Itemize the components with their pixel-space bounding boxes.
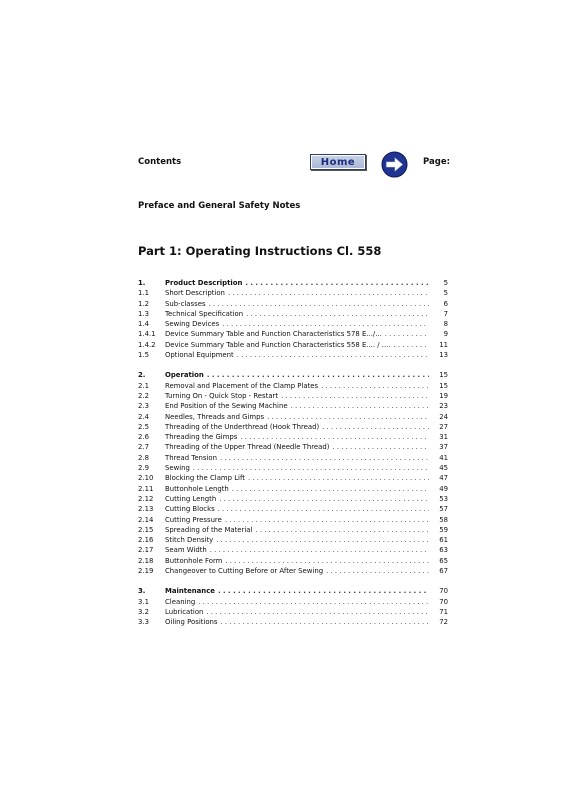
- toc-leader-dots: [245, 278, 429, 288]
- toc-entry-number: 2.2: [138, 391, 149, 400]
- toc-entry-number: 1.4: [138, 320, 149, 329]
- toc-leader-dots: [291, 401, 429, 411]
- toc-entry-number: 2.9: [138, 464, 149, 473]
- toc-entry[interactable]: [138, 535, 448, 545]
- home-button[interactable]: Home: [310, 154, 366, 170]
- toc-entry-number: 3.2: [138, 607, 149, 616]
- toc-leader-dots: [248, 473, 429, 483]
- toc-entry-number: 1.3: [138, 309, 149, 318]
- toc-entry-page: 72: [439, 618, 448, 627]
- toc-entry-number: 1.: [138, 279, 146, 287]
- toc-entry[interactable]: [138, 288, 448, 298]
- toc-entry-page: 15: [439, 371, 448, 380]
- toc-entry-title: Lubrication: [165, 607, 204, 616]
- toc-leader-dots: [193, 463, 429, 473]
- toc-entry-title: Turning On - Quick Stop - Restart: [165, 391, 279, 400]
- toc-leader-dots: [198, 597, 429, 607]
- toc-entry-number: 2.1: [138, 381, 149, 390]
- toc-entry-page: 5: [443, 279, 448, 287]
- toc-entry-title: Device Summary Table and Function Characteristics 558 E.... / ....: [165, 340, 391, 349]
- toc-leader-dots: [218, 504, 429, 514]
- toc-entry-page: 23: [439, 402, 448, 411]
- toc-leader-dots: [221, 617, 429, 627]
- toc-leader-dots: [206, 607, 429, 617]
- toc-section: [138, 370, 448, 576]
- toc-entry[interactable]: [138, 370, 448, 380]
- arrow-right-circle-icon[interactable]: [381, 151, 408, 178]
- toc-entry-page: 27: [439, 422, 448, 431]
- toc-entry-page: 49: [439, 484, 448, 493]
- toc-entry-number: 2.15: [138, 525, 154, 534]
- toc-entry-page: 41: [439, 453, 448, 462]
- toc-leader-dots: [220, 453, 429, 463]
- toc-entry[interactable]: [138, 545, 448, 555]
- toc-entry-page: 57: [439, 505, 448, 514]
- toc-entry-title: Blocking the Clamp Lift: [165, 474, 245, 483]
- toc-entry-number: 2.14: [138, 515, 154, 524]
- toc-entry-number: 2.13: [138, 505, 154, 514]
- toc-entry-title: Cutting Blocks: [165, 505, 215, 514]
- toc-entry-title: Buttonhole Form: [165, 556, 223, 565]
- toc-entry-title: Threading of the Upper Thread (Needle Thread): [165, 443, 330, 452]
- toc-entry-title: Operation: [165, 371, 204, 380]
- toc-entry[interactable]: [138, 442, 448, 452]
- toc-entry-title: Cutting Length: [165, 494, 217, 503]
- toc-leader-dots: [210, 545, 429, 555]
- toc-entry-number: 2.4: [138, 412, 149, 421]
- toc-entry[interactable]: [138, 617, 448, 627]
- toc-entry-page: 67: [439, 567, 448, 576]
- toc-entry-page: 45: [439, 464, 448, 473]
- toc-entry-title: Removal and Placement of the Clamp Plates: [165, 381, 319, 390]
- toc-entry-title: Threading of the Underthread (Hook Thread): [165, 422, 320, 431]
- toc-entry-title: Short Description: [165, 289, 225, 298]
- toc-entry-title: Threading the Gimps: [165, 433, 238, 442]
- toc-leader-dots: [281, 391, 429, 401]
- toc-entry-page: 37: [439, 443, 448, 452]
- toc-entry-title: Oiling Positions: [165, 618, 218, 627]
- toc-entry-title: Optional Equipment: [165, 351, 234, 360]
- toc-entry-number: 2.10: [138, 474, 154, 483]
- toc-entry-number: 2.12: [138, 494, 154, 503]
- toc-entry-number: 1.4.1: [138, 330, 156, 339]
- toc-entry-page: 70: [439, 587, 448, 596]
- toc-entry-title: Stitch Density: [165, 536, 214, 545]
- toc-entry[interactable]: [138, 525, 448, 535]
- toc-entry[interactable]: [138, 515, 448, 525]
- toc-leader-dots: [222, 319, 429, 329]
- toc-entry-page: 58: [439, 515, 448, 524]
- toc-entry-page: 11: [439, 340, 448, 349]
- toc-leader-dots: [228, 288, 429, 298]
- toc-entry-page: 15: [439, 381, 448, 390]
- toc-entry[interactable]: [138, 463, 448, 473]
- toc-entry-number: 2.5: [138, 422, 149, 431]
- toc-entry-number: 2.19: [138, 567, 154, 576]
- toc-section: [138, 278, 448, 360]
- toc-entry-number: 1.1: [138, 289, 149, 298]
- toc-entry-page: 59: [439, 525, 448, 534]
- toc-entry[interactable]: [138, 329, 448, 339]
- toc-entry[interactable]: [138, 597, 448, 607]
- toc-leader-dots: [216, 535, 429, 545]
- toc-entry-title: Technical Specification: [165, 309, 244, 318]
- toc-leader-dots: [237, 350, 429, 360]
- toc-entry[interactable]: [138, 484, 448, 494]
- toc-entry-title: Spreading of the Material: [165, 525, 253, 534]
- toc-entry-title: Maintenance: [165, 587, 215, 596]
- toc-leader-dots: [225, 515, 429, 525]
- toc-entry[interactable]: [138, 381, 448, 391]
- toc-entry[interactable]: [138, 494, 448, 504]
- toc-entry-title: Seam Width: [165, 546, 207, 555]
- toc-leader-dots: [209, 299, 429, 309]
- toc-entry-title: Sewing: [165, 464, 190, 473]
- toc-entry-number: 2.8: [138, 453, 149, 462]
- toc-leader-dots: [246, 309, 429, 319]
- toc-entry[interactable]: [138, 453, 448, 463]
- toc-entry-number: 2.7: [138, 443, 149, 452]
- toc-entry-number: 2.3: [138, 402, 149, 411]
- toc-entry-title: Thread Tension: [165, 453, 218, 462]
- toc-entry-title: Product Description: [165, 279, 243, 287]
- toc-entry-title: Changeover to Cutting Before or After Sewing: [165, 567, 324, 576]
- toc-entry-title: Cleaning: [165, 597, 196, 606]
- toc-entry-page: 47: [439, 474, 448, 483]
- toc-entry-number: 2.6: [138, 433, 149, 442]
- preface-title[interactable]: Preface and General Safety Notes: [138, 201, 301, 211]
- toc-leader-dots: [326, 566, 429, 576]
- toc-entry-number: 3.1: [138, 597, 149, 606]
- toc-entry[interactable]: [138, 566, 448, 576]
- toc-entry[interactable]: [138, 473, 448, 483]
- toc-entry-title: Sewing Devices: [165, 320, 220, 329]
- toc-entry-page: 61: [439, 536, 448, 545]
- toc-entry-page: 53: [439, 494, 448, 503]
- toc-entry-number: 3.3: [138, 618, 149, 627]
- toc-entry-number: 3.: [138, 587, 146, 596]
- toc-entry-title: Device Summary Table and Function Characteristics 578 E.../...: [165, 330, 382, 339]
- toc-leader-dots: [267, 412, 429, 422]
- toc-leader-dots: [385, 329, 429, 339]
- toc-entry-page: 71: [439, 607, 448, 616]
- toc-entry-page: 8: [443, 320, 448, 329]
- toc-leader-dots: [255, 525, 429, 535]
- toc-entry[interactable]: [138, 340, 448, 350]
- toc-entry[interactable]: [138, 350, 448, 360]
- contents-label: Contents: [138, 157, 182, 167]
- toc-entry[interactable]: [138, 607, 448, 617]
- toc-leader-dots: [207, 370, 429, 380]
- toc-leader-dots: [218, 586, 429, 596]
- toc-entry-title: Needles, Threads and Gimps: [165, 412, 265, 421]
- toc-entry-number: 1.2: [138, 299, 149, 308]
- toc-entry[interactable]: [138, 319, 448, 329]
- toc-entry-number: 1.5: [138, 351, 149, 360]
- toc-leader-dots: [225, 556, 429, 566]
- toc-entry[interactable]: [138, 299, 448, 309]
- toc-entry-page: 5: [443, 289, 448, 298]
- toc-leader-dots: [322, 422, 429, 432]
- toc-entry[interactable]: [138, 586, 448, 596]
- toc-entry-title: Sub-classes: [165, 299, 206, 308]
- toc-entry-page: 65: [439, 556, 448, 565]
- toc-leader-dots: [394, 340, 429, 350]
- toc-entry[interactable]: [138, 391, 448, 401]
- toc-entry[interactable]: [138, 422, 448, 432]
- toc-entry[interactable]: [138, 309, 448, 319]
- toc-leader-dots: [219, 494, 429, 504]
- toc-entry-number: 2.17: [138, 546, 154, 555]
- table-of-contents: [138, 278, 448, 638]
- toc-entry[interactable]: [138, 432, 448, 442]
- toc-entry-page: 13: [439, 351, 448, 360]
- toc-entry-page: 70: [439, 597, 448, 606]
- toc-entry-number: 2.18: [138, 556, 154, 565]
- toc-entry-number: 1.4.2: [138, 340, 156, 349]
- toc-entry-title: Cutting Pressure: [165, 515, 222, 524]
- toc-entry[interactable]: [138, 412, 448, 422]
- toc-entry[interactable]: [138, 556, 448, 566]
- toc-entry-page: 6: [443, 299, 448, 308]
- toc-entry-page: 63: [439, 546, 448, 555]
- toc-entry-page: 31: [439, 433, 448, 442]
- toc-entry-title: Buttonhole Length: [165, 484, 229, 493]
- toc-entry-page: 19: [439, 391, 448, 400]
- toc-entry-number: 2.: [138, 371, 146, 380]
- toc-entry[interactable]: [138, 401, 448, 411]
- toc-entry-page: 24: [439, 412, 448, 421]
- toc-entry-page: 9: [443, 330, 448, 339]
- toc-section: [138, 586, 448, 627]
- toc-leader-dots: [240, 432, 429, 442]
- toc-leader-dots: [332, 442, 429, 452]
- toc-leader-dots: [321, 381, 429, 391]
- toc-entry-number: 2.16: [138, 536, 154, 545]
- page-label: Page:: [423, 157, 450, 167]
- toc-entry-title: End Position of the Sewing Machine: [165, 402, 288, 411]
- toc-entry-number: 2.11: [138, 484, 154, 493]
- toc-leader-dots: [232, 484, 429, 494]
- toc-entry[interactable]: [138, 504, 448, 514]
- toc-entry-page: 7: [443, 309, 448, 318]
- part-title: Part 1: Operating Instructions Cl. 558: [138, 244, 382, 258]
- toc-entry[interactable]: [138, 278, 448, 288]
